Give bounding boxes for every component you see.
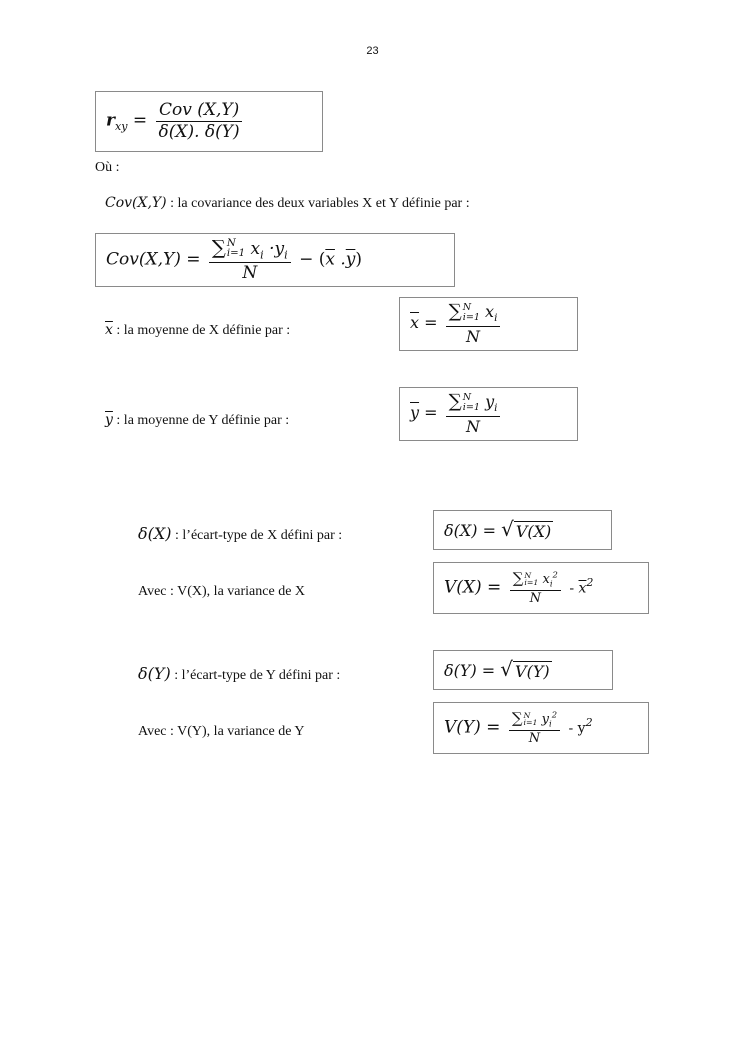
std-x-formula-box [433, 510, 612, 550]
ou-label: Où : [95, 160, 120, 175]
std-y-formula-box [433, 650, 613, 690]
std-x-description: δ(X) : l’écart-type de X défini par : [138, 524, 343, 543]
page-number: 23 [366, 45, 379, 57]
mean-x-formula-box [399, 297, 578, 351]
std-x-description-text: : l’écart-type de X défini par : [175, 528, 343, 543]
mean-x-description: $\overline{x}$ : la moyenne de X définie par : [105, 322, 291, 338]
std-y-description-text: : l’écart-type de Y défini par : [174, 668, 341, 683]
covariance-description: Cov(X,Y) : la covariance des deux variables X et Y définie par : [105, 195, 470, 211]
mean-x-formula: $\overline{x}$ = ∑ N i=1 $x_i$ N [410, 302, 503, 345]
variance-x-formula-box [433, 562, 649, 614]
covariance-description-text: : la covariance des deux variables X et Y définie par : [170, 196, 470, 211]
std-y-description: δ(Y) : l’écart-type de Y défini par : [138, 664, 341, 683]
variance-x-description: Avec : V(X), la variance de X [138, 584, 306, 599]
mean-y-description: $\overline{y}$ : la moyenne de Y définie par : [105, 412, 290, 428]
std-x-formula: δ(X) = √ V(X) [444, 517, 552, 541]
covariance-formula: Cov(X,Y) = ∑ N i=1 $x_i \cdot y_i$ N − ($\overline{x}$ $.\overline{y}$) [106, 235, 362, 284]
correlation-formula: $r_{xy}$ = $\frac{\text{Cov (X,Y)}}{\delta(X). \delta(Y)}$ [106, 101, 246, 141]
mean-y-description-text: : la moyenne de Y définie par : [116, 413, 290, 428]
mean-y-formula-box [399, 387, 578, 441]
variance-y-formula-box [433, 702, 649, 754]
variance-x-formula: V(X) = ∑ N i=1 $x_i^2$ N - $\overline{x}^2$ [444, 568, 594, 606]
variance-y-formula: V(Y) = ∑ N i=1 $y_i^2$ N - $y^2$ [444, 708, 593, 746]
std-y-formula: δ(Y) = √ V(Y) [444, 657, 550, 681]
variance-y-description: Avec : V(Y), la variance de Y [138, 724, 305, 739]
correlation-formula-box [95, 91, 323, 152]
mean-x-description-text: : la moyenne de X définie par : [116, 323, 291, 338]
mean-y-formula: $\overline{y}$ = ∑ N i=1 $y_i$ N [410, 392, 503, 435]
covariance-formula-box [95, 233, 455, 287]
